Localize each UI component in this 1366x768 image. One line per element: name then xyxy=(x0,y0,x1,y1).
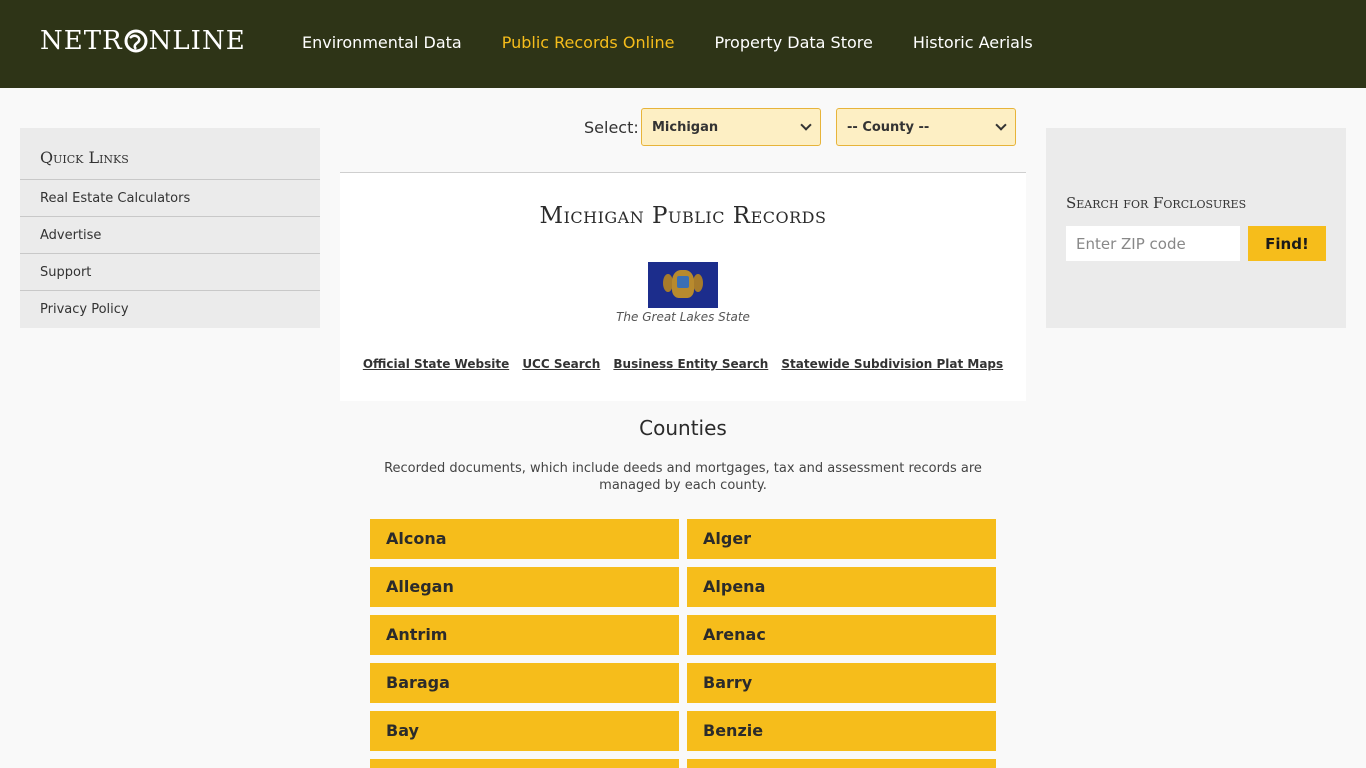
nav-historic-aerials[interactable]: Historic Aerials xyxy=(912,33,1033,52)
county-button-bay[interactable]: Bay xyxy=(370,711,679,751)
state-select-value: Michigan xyxy=(652,119,719,135)
zip-input[interactable] xyxy=(1066,226,1240,261)
county-button-benzie[interactable]: Benzie xyxy=(687,711,996,751)
chevron-down-icon xyxy=(800,119,811,130)
link-official-state-website[interactable]: Official State Website xyxy=(362,357,510,371)
county-button-baraga[interactable]: Baraga xyxy=(370,663,679,703)
county-button-next-right[interactable] xyxy=(687,759,996,768)
logo-text-right: NLINE xyxy=(148,26,246,56)
county-button-next-left[interactable] xyxy=(370,759,679,768)
foreclosure-title: Search for Forclosures xyxy=(1066,194,1247,212)
nav-environmental-data[interactable]: Environmental Data xyxy=(302,33,462,52)
counties-heading: Counties xyxy=(639,416,727,440)
state-links xyxy=(340,353,1026,372)
chevron-down-icon xyxy=(995,119,1006,130)
county-button-allegan[interactable]: Allegan xyxy=(370,567,679,607)
page-title: Michigan Public Records xyxy=(539,203,827,229)
county-select[interactable] xyxy=(836,108,1016,146)
county-select-value: -- County -- xyxy=(847,119,930,135)
link-business-entity-search[interactable]: Business Entity Search xyxy=(613,357,769,371)
nav-public-records-online[interactable]: Public Records Online xyxy=(501,33,675,52)
globe-icon xyxy=(124,29,148,53)
state-card xyxy=(340,172,1026,401)
link-statewide-subdivision-plat-maps[interactable]: Statewide Subdivision Plat Maps xyxy=(781,357,1004,371)
quick-link-advertise[interactable]: Advertise xyxy=(20,217,320,254)
michigan-flag-icon xyxy=(648,262,718,308)
logo-text-left: NETR xyxy=(40,26,123,56)
state-nickname: The Great Lakes State xyxy=(616,310,750,324)
site-header xyxy=(0,0,1366,88)
select-label: Select: xyxy=(584,118,639,137)
quick-links-panel xyxy=(20,128,320,328)
county-grid xyxy=(370,519,996,768)
site-logo[interactable] xyxy=(40,26,246,56)
county-button-alcona[interactable]: Alcona xyxy=(370,519,679,559)
county-button-antrim[interactable]: Antrim xyxy=(370,615,679,655)
foreclosure-panel xyxy=(1046,128,1346,328)
quick-link-privacy-policy[interactable]: Privacy Policy xyxy=(40,302,129,317)
find-button[interactable]: Find! xyxy=(1248,226,1326,261)
quick-link-real-estate-calculators[interactable]: Real Estate Calculators xyxy=(20,180,320,217)
county-button-alger[interactable]: Alger xyxy=(687,519,996,559)
counties-description: Recorded documents, which include deeds and mortgages, tax and assessment records are managed by each county. xyxy=(384,461,982,493)
quick-link-support[interactable]: Support xyxy=(20,254,320,291)
county-button-alpena[interactable]: Alpena xyxy=(687,567,996,607)
nav-property-data-store[interactable]: Property Data Store xyxy=(714,33,873,52)
link-ucc-search[interactable]: UCC Search xyxy=(522,357,601,371)
quick-links-title: Quick Links xyxy=(20,128,320,180)
county-button-arenac[interactable]: Arenac xyxy=(687,615,996,655)
main-nav xyxy=(302,33,1073,53)
state-select[interactable] xyxy=(641,108,821,146)
county-button-barry[interactable]: Barry xyxy=(687,663,996,703)
